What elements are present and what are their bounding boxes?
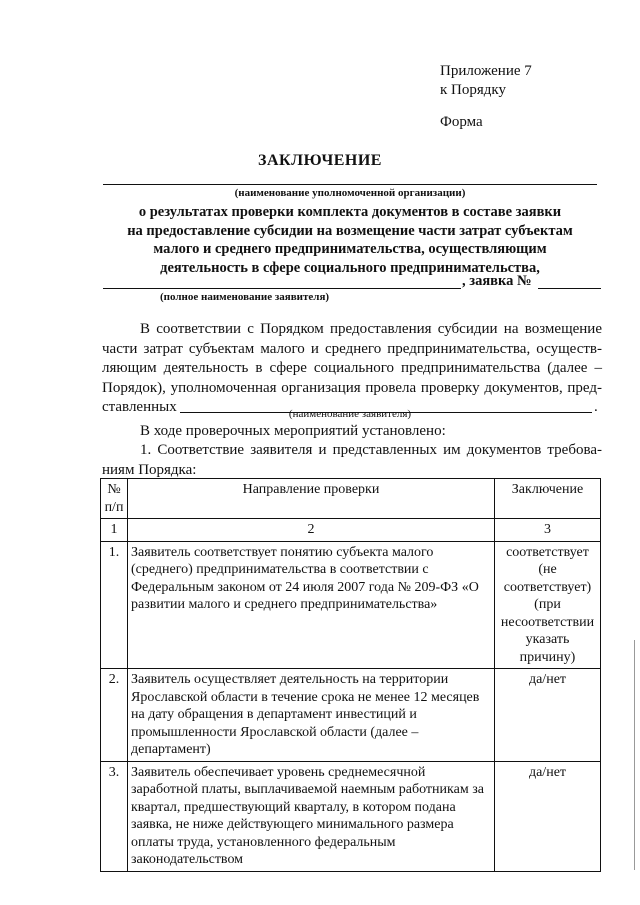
- appendix-reference: [440, 62, 532, 100]
- intro-paragraph: [102, 320, 602, 398]
- form-label: Форма: [440, 114, 483, 130]
- row-direction: Заявитель обеспечивает уровень среднемесячной заработной платы, выплачиваемой наемным работникам за квартал, предшествующий кварталу, в котором подана заявка, не ниже действующего минимального размера оплаты труда, установленного федеральным законодательством: [128, 761, 495, 871]
- row-direction: Заявитель осуществляет деятельность на территории Ярославской области в течение срока не менее 12 месяцев на дату обращения в департамент инвестиций и промышленности Ярославской области (далее – департамент): [128, 669, 495, 762]
- document-title: ЗАКЛЮЧЕНИЕ: [258, 152, 382, 169]
- conclusion-subject: [100, 203, 600, 277]
- org-name-caption: (наименование уполномоченной организации): [234, 187, 466, 199]
- row-number: 1.: [101, 541, 128, 669]
- subject-line: малого и среднего предпринимательства, осуществляющим: [153, 241, 547, 257]
- subject-line: на предоставление субсидии на возмещение части затрат субъектам: [127, 222, 573, 239]
- index-cell: 1: [101, 519, 128, 542]
- checks-table: [100, 478, 601, 872]
- header-number: [101, 479, 128, 519]
- header-result: Заключение: [495, 479, 601, 519]
- header-direction: Направление проверки: [128, 479, 495, 519]
- table-index-row: [101, 519, 601, 542]
- table-row: [101, 541, 601, 669]
- findings-intro: В ходе проверочных мероприятий установлено:: [140, 423, 446, 439]
- header-number-abbr: п/п: [104, 499, 124, 515]
- table-row: [101, 761, 601, 871]
- paragraph-line: Порядок), уполномоченная организация провела проверку документов, пред-: [102, 379, 602, 396]
- represented-end: .: [594, 399, 598, 415]
- scan-edge-mark: [634, 640, 636, 870]
- application-number-label: , заявка №: [462, 273, 532, 289]
- application-number-line: [538, 288, 601, 289]
- table-header-row: [101, 479, 601, 519]
- subject-line: деятельность в сфере социального предпринимательства,: [160, 259, 540, 276]
- point-1-line: ниям Порядка:: [102, 461, 197, 478]
- paragraph-line: ляющим деятельность в сфере социального предпринимательства (далее –: [102, 360, 602, 376]
- index-cell: 2: [128, 519, 495, 542]
- row-direction: Заявитель соответствует понятию субъекта малого (среднего) предпринимательства в соответствии с Федеральным законом от 24 июля 2007 года № 209-ФЗ «О развитии малого и среднего предпринимательства»: [128, 541, 495, 669]
- appendix-target: к Порядку: [440, 82, 506, 98]
- subject-line: о результатах проверки комплекта документов в составе заявки: [138, 204, 562, 220]
- applicant-full-name-line: [103, 288, 461, 289]
- paragraph-line: В соответствии с Порядком предоставления субсидии на возмещение: [140, 321, 602, 337]
- row-result: да/нет: [495, 669, 601, 762]
- appendix-number: Приложение 7: [440, 63, 532, 79]
- point-1-line: 1. Соответствие заявителя и представленных им документов требова-: [140, 442, 602, 458]
- applicant-name-caption: (наименование заявителя): [288, 408, 412, 420]
- row-number: 3.: [101, 761, 128, 871]
- row-result: да/нет: [495, 761, 601, 871]
- paragraph-line: части затрат субъектам малого и среднего предпринимательства, осуществ-: [102, 340, 602, 357]
- header-number-sign: №: [107, 482, 121, 497]
- org-name-line: [103, 184, 597, 185]
- row-result: соответствует (не соответствует) (при несоответствии указать причину): [495, 541, 601, 669]
- table-row: [101, 669, 601, 762]
- row-number: 2.: [101, 669, 128, 762]
- represented-label: ставленных: [102, 399, 177, 415]
- point-1: [102, 441, 602, 480]
- index-cell: 3: [495, 519, 601, 542]
- applicant-full-name-caption: (полное наименование заявителя): [160, 291, 330, 303]
